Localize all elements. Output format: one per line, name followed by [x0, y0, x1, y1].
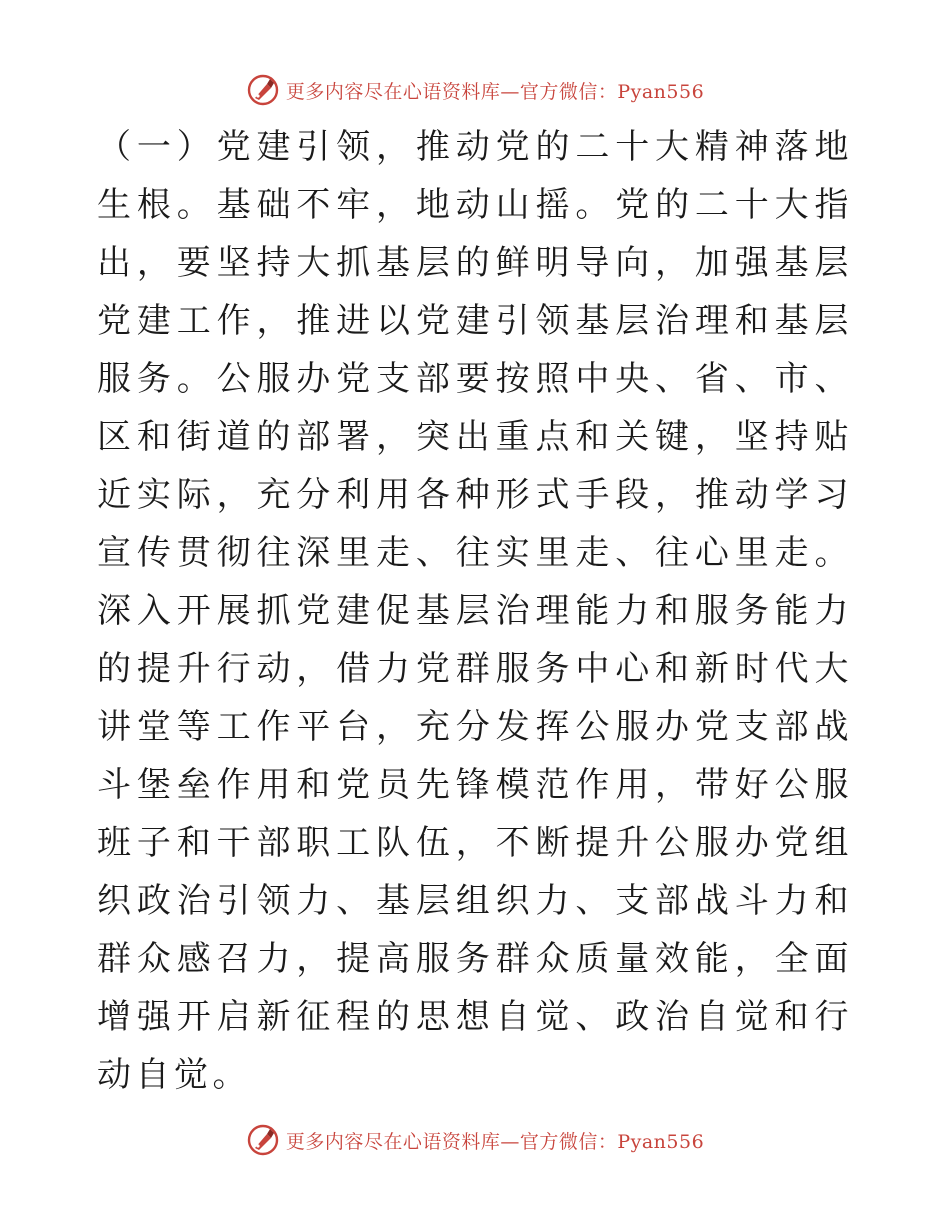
footer-watermark [0, 1120, 950, 1160]
section-heading: （一）党建引领，推动党的二十大精神落地生根。 [97, 127, 853, 225]
document-body [97, 118, 853, 1104]
paragraph-text: 基础不牢，地动山摇。党的二十大指出，要坚持大抓基层的鲜明导向，加强基层党建工作，推进以党建引领基层治理和基层服务。公服办党支部要按照中央、省、市、区和街道的部署，突出重点和关键，坚持贴近实际，充分利用各种形式手段，推动学习宣传贯彻往深里走、往实里走、往心里走。深入开展抓党建促基层治理能力和服务能力的提升行动，借力党群服务中心和新时代大讲堂等工作平台，充分发挥公服办党支部战斗堡垒作用和党员先锋模范作用，带好公服班子和干部职工队伍，不断提升公服办党组织政治引领力、基层组织力、支部战斗力和群众感召力，提高服务群众质量效能，全面增强开启新征程的思想自觉、政治自觉和行动自觉。 [97, 185, 854, 1095]
pen-nib-logo-icon [246, 1123, 280, 1157]
pen-nib-logo-icon [246, 73, 280, 107]
watermark-text: 更多内容尽在心语资料库—官方微信：Pyan556 [285, 1130, 705, 1153]
body-paragraph [97, 118, 853, 1104]
header-watermark [0, 70, 950, 110]
watermark-text: 更多内容尽在心语资料库—官方微信：Pyan556 [285, 80, 705, 103]
